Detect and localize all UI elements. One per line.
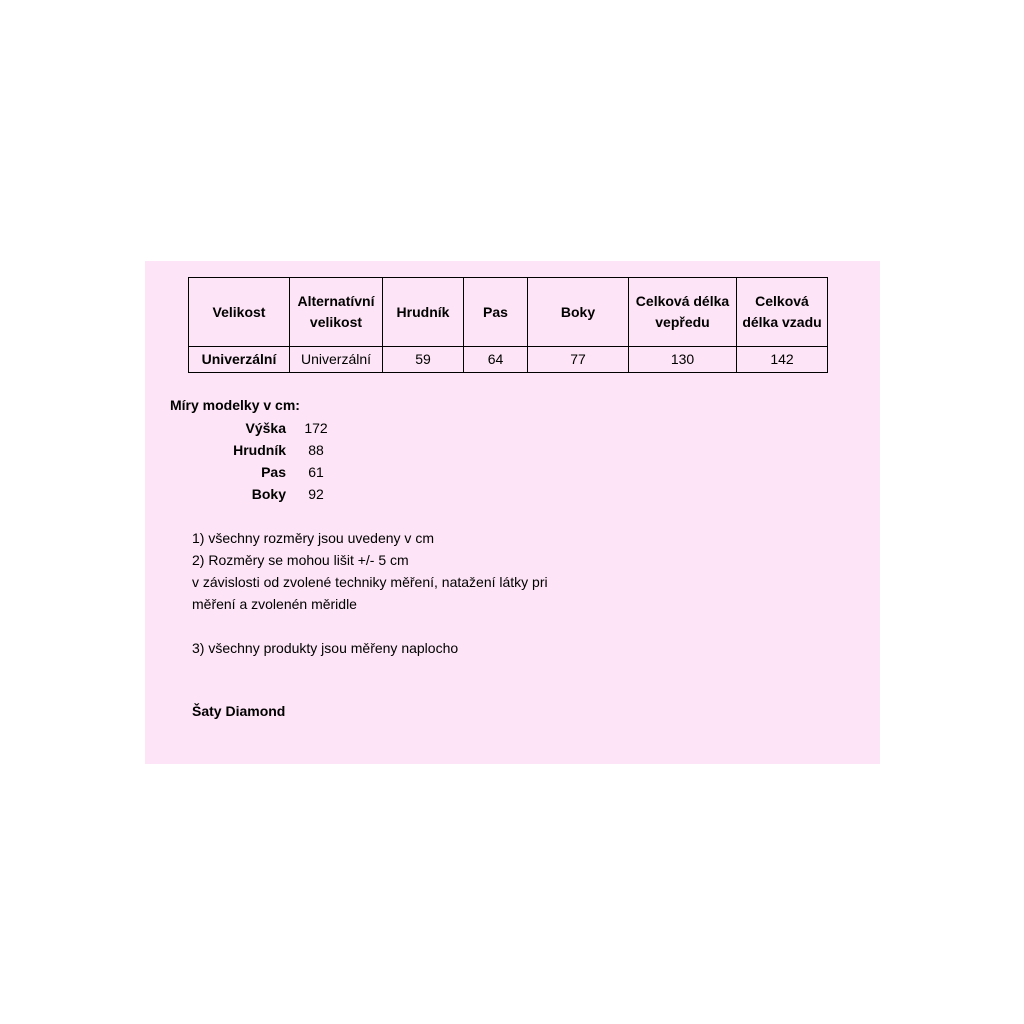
list-item (185, 417, 346, 439)
model-label-vyska: Výška (245, 420, 286, 436)
model-value-vyska: 172 (304, 420, 328, 436)
header-boky: Boky (528, 278, 629, 347)
model-value-boky: 92 (308, 486, 324, 502)
model-value-pas: 61 (308, 464, 324, 480)
note-line-1: 1) všechny rozměry jsou uvedeny v cm (192, 530, 434, 546)
header-hrudnik: Hrudník (383, 278, 464, 347)
model-measurements-title: Míry modelky v cm: (170, 397, 300, 413)
header-pas: Pas (464, 278, 528, 347)
cell-velikost: Univerzální (189, 347, 290, 373)
list-item (185, 461, 346, 483)
cell-alternativni-velikost: Univerzální (290, 347, 383, 373)
header-delka-vzadu: Celková délka vzadu (737, 278, 828, 347)
table-row (189, 347, 828, 373)
size-table-header-row (189, 278, 828, 347)
list-item (185, 483, 346, 505)
model-value-hrudnik: 88 (308, 442, 324, 458)
note-line-2: 2) Rozměry se mohou lišit +/- 5 cm (192, 552, 409, 568)
cell-hrudnik: 59 (383, 347, 464, 373)
cell-delka-vzadu: 142 (737, 347, 828, 373)
notes-block (192, 527, 548, 659)
header-delka-vepredu: Celková délka vepředu (629, 278, 737, 347)
model-label-hrudnik: Hrudník (233, 442, 286, 458)
model-label-pas: Pas (261, 464, 286, 480)
note-spacer (192, 615, 548, 637)
cell-pas: 64 (464, 347, 528, 373)
size-chart-card (145, 261, 880, 764)
size-table (188, 277, 828, 373)
header-alternativni-velikost: Alternatívní velikost (290, 278, 383, 347)
list-item (185, 439, 346, 461)
note-line-4: měření a zvolenén měridle (192, 596, 357, 612)
cell-delka-vepredu: 130 (629, 347, 737, 373)
note-line-5: 3) všechny produkty jsou měřeny naplocho (192, 640, 459, 656)
model-measurements-list (185, 417, 346, 505)
header-velikost: Velikost (189, 278, 290, 347)
model-label-boky: Boky (251, 486, 286, 502)
note-line-3: v závislosti od zvolené techniky měření, natažení látky pri (192, 574, 548, 590)
cell-boky: 77 (528, 347, 629, 373)
product-name: Šaty Diamond (192, 703, 286, 719)
